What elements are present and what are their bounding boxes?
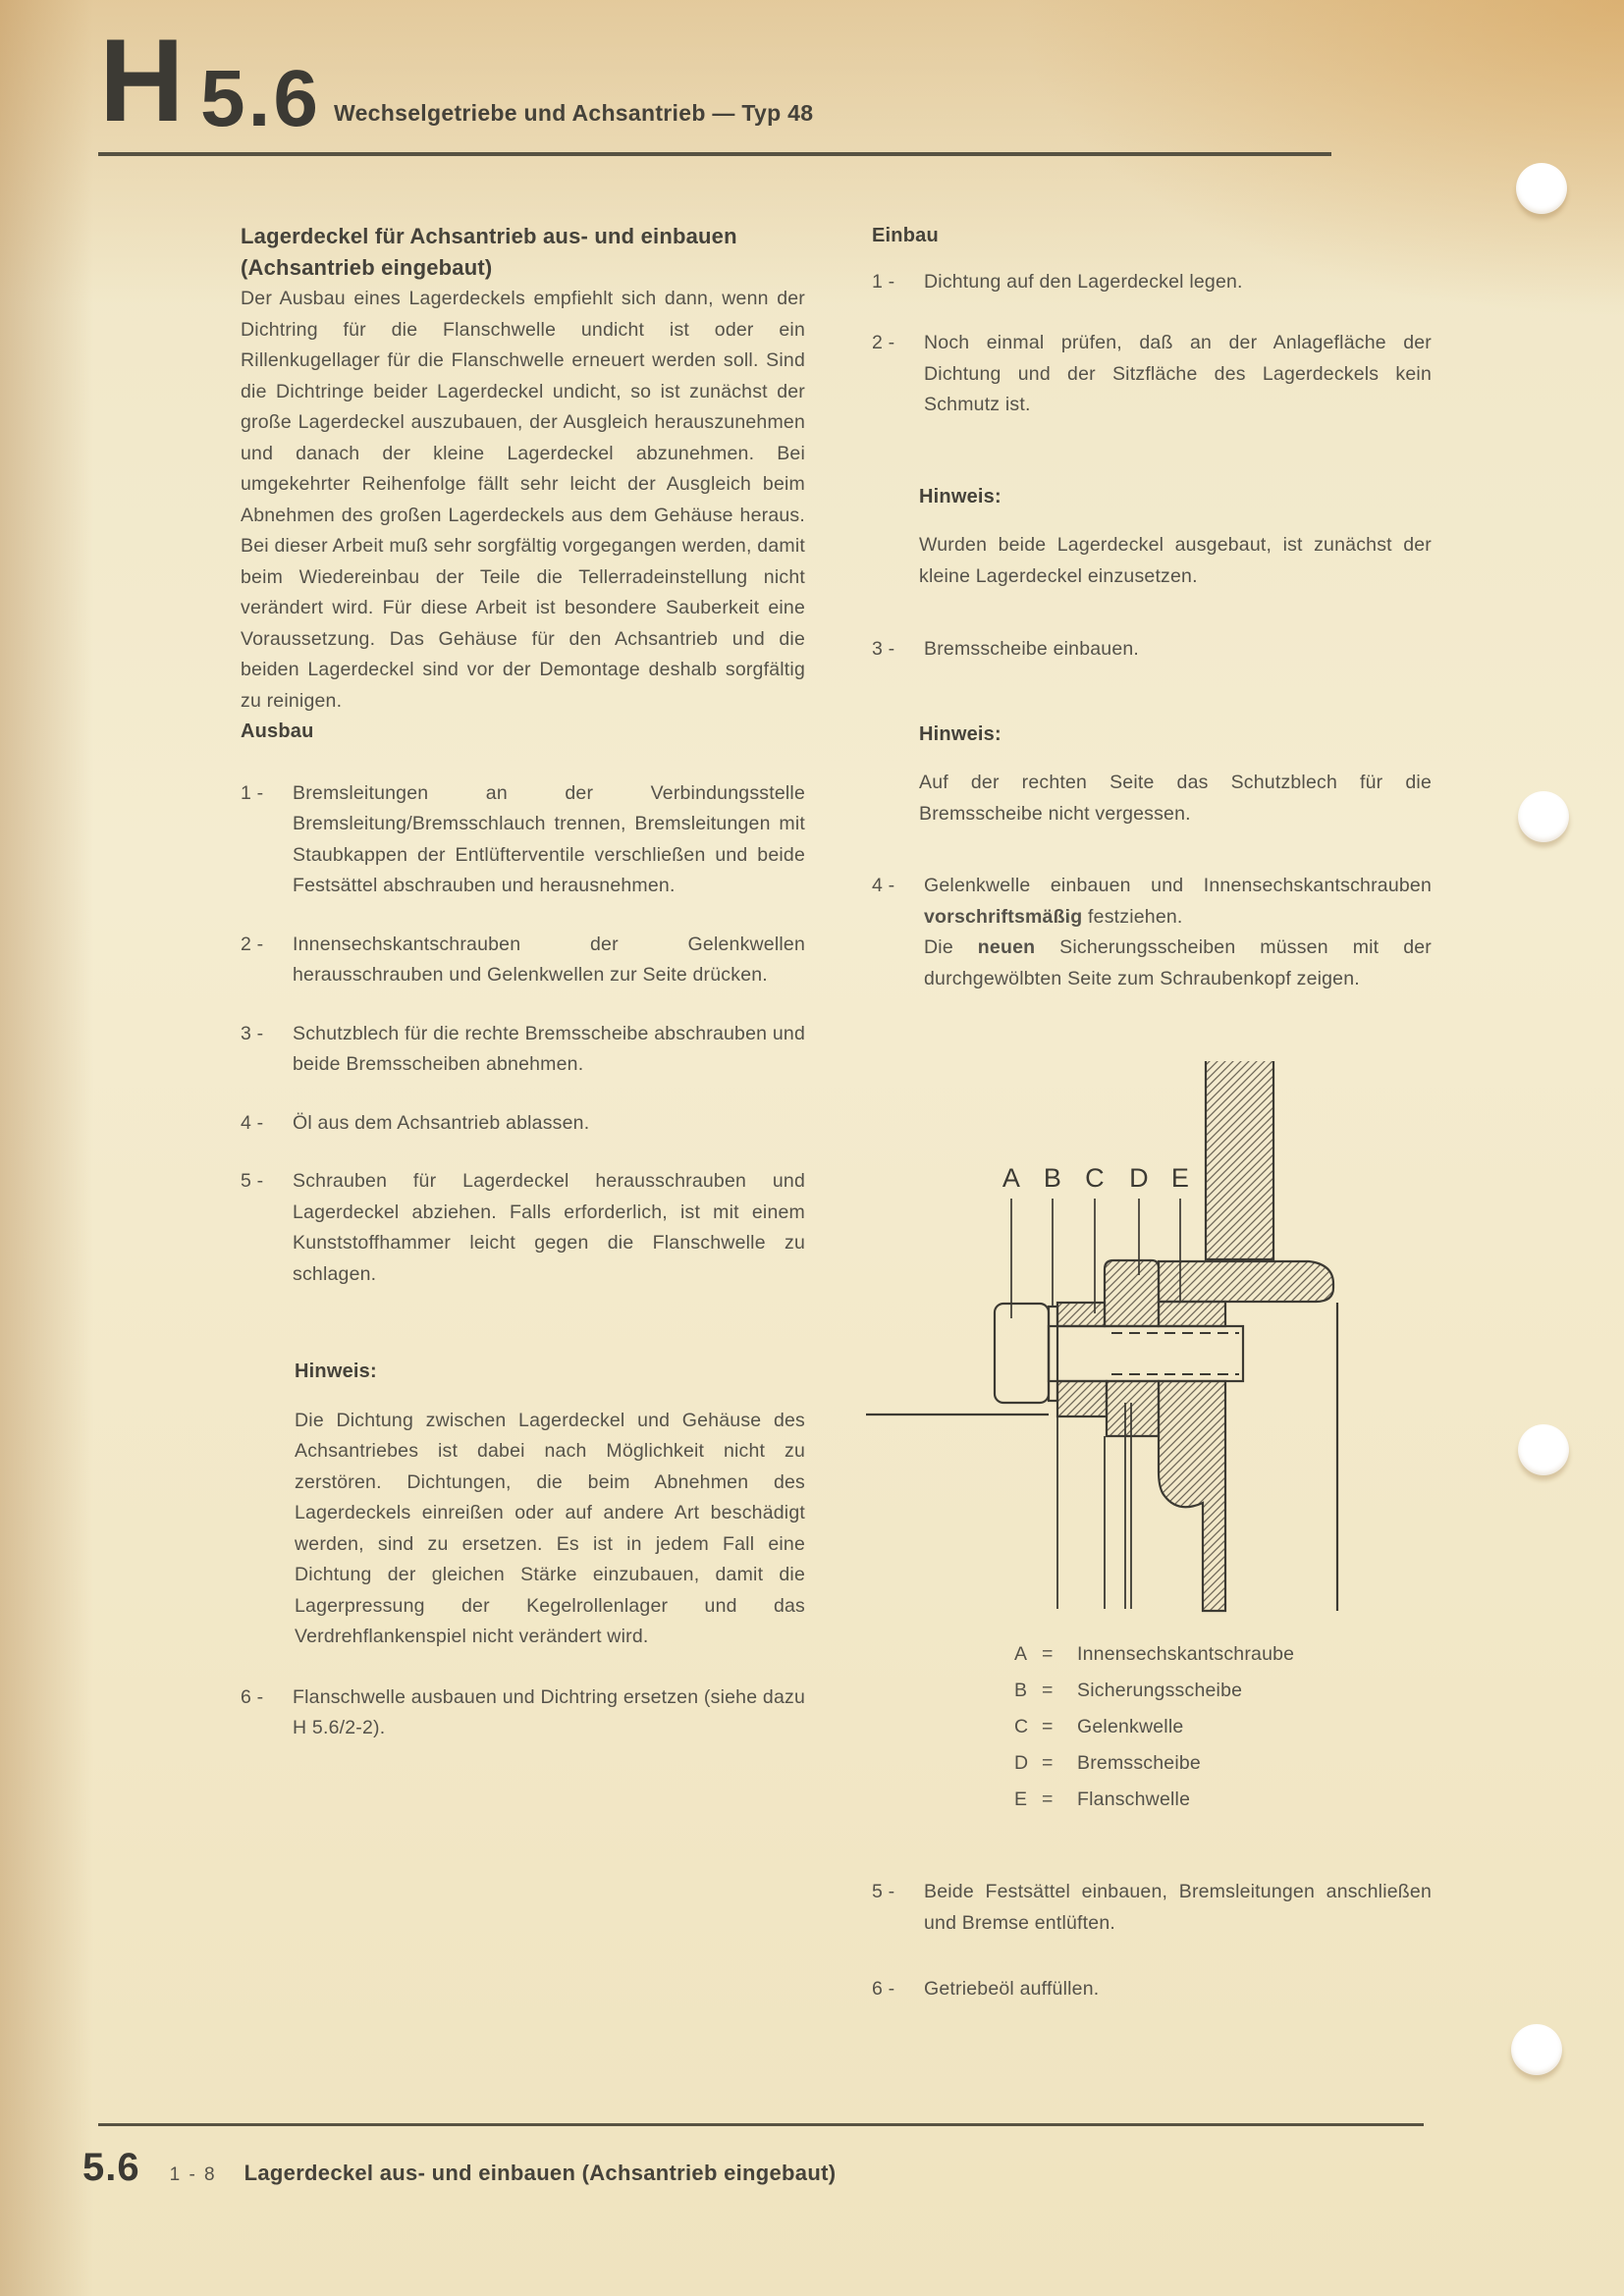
intro-paragraph: Der Ausbau eines Lagerdeckels empfiehlt sich dann, wenn der Dichtring für die Flanschwelle undicht ist oder ein Rillenkugellager für die Flanschwelle erneuert werden soll. Sind die Dichtringe beider Lagerdeckel undicht, so ist zunächst der große Lagerdeckel auszubauen, der Ausgleich herauszunehmen und danach der kleine Lagerdeckel abzunehmen. Bei umgekehrter Reihenfolge fällt sehr leicht der Ausgleich beim Abnehmen des großen Lagerdeckels aus dem Gehäuse heraus. Bei dieser Arbeit muß sehr sorgfältig vorgegangen werden, damit beim Wiedereinbau der Teile die Tellerradeinstellung nicht verändert wird. Für diese Arbeit ist besondere Sauberkeit eine Voraussetzung. Das Gehäuse für den Achsantrieb und die beiden Lagerdeckel sind vor der Demontage deshalb sorgfältig zu reinigen. xyxy=(241,288,805,712)
header-rule xyxy=(98,152,1331,156)
figure-label-d: D xyxy=(1129,1163,1149,1193)
step-item xyxy=(872,634,1432,666)
legend-key: B xyxy=(1014,1680,1028,1701)
punch-hole xyxy=(1518,791,1569,842)
hinweis-text: Auf der rechten Seite das Schutzblech für die Bremsscheibe nicht vergessen. xyxy=(919,772,1432,825)
legend-equals: = xyxy=(1042,1789,1054,1810)
footer xyxy=(82,2146,836,2190)
bolt-shaft xyxy=(1049,1326,1243,1381)
legend-row xyxy=(1014,1636,1432,1673)
flange-shaft-upper xyxy=(1159,1302,1225,1326)
figure-label-c: C xyxy=(1085,1163,1105,1193)
step-item xyxy=(872,1877,1432,1939)
legend-equals: = xyxy=(1042,1716,1054,1737)
step-text: Innensechskantschrauben der Gelenkwellen herausschrauben und Gelenkwellen zur Seite drücken. xyxy=(293,933,805,986)
legend-equals: = xyxy=(1042,1643,1054,1665)
step-item xyxy=(241,1108,805,1140)
hinweis-heading: Hinweis: xyxy=(295,1361,377,1382)
step-marker: 1 - xyxy=(241,781,264,804)
step-text: Schrauben für Lagerdeckel herausschrauben und Lagerdeckel abziehen. Falls erforderlich, ist mit einem Kunststoffhammer leicht gegen die Flanschwelle zu schlagen. xyxy=(293,1170,805,1285)
flange xyxy=(1159,1261,1333,1302)
step-item xyxy=(241,930,805,991)
legend-key: A xyxy=(1014,1643,1028,1665)
emphasis-word: vorschriftsmäßig xyxy=(924,905,1083,928)
punch-hole xyxy=(1511,2024,1562,2075)
hinweis-block xyxy=(295,1357,805,1653)
section-drawing xyxy=(864,1061,1483,1621)
hinweis-block xyxy=(919,482,1432,593)
footer-page-range: 1 - 8 xyxy=(169,2164,217,2185)
brake-disc-upper xyxy=(1105,1260,1159,1326)
ausbau-steps xyxy=(241,778,805,1291)
header-subtitle: Wechselgetriebe und Achsantrieb — Typ 48 xyxy=(334,100,814,126)
figure-legend xyxy=(1014,1636,1432,1818)
brake-disc-lower xyxy=(1107,1381,1159,1436)
joint-shaft-lower xyxy=(1057,1381,1107,1416)
step-item xyxy=(241,1019,805,1081)
legend-row xyxy=(1014,1782,1432,1818)
legend-label: Bremsscheibe xyxy=(1077,1752,1201,1774)
step-marker: 3 - xyxy=(872,638,895,660)
page-title: Lagerdeckel für Achsantrieb aus- und einbauen (Achsantrieb eingebaut) xyxy=(241,224,737,280)
emphasis-word: neuen xyxy=(977,936,1036,958)
step-marker: 3 - xyxy=(241,1022,264,1044)
section-letter: H xyxy=(99,15,187,146)
legend-label: Sicherungsscheibe xyxy=(1077,1680,1243,1701)
step-item xyxy=(241,1166,805,1290)
legend-key: E xyxy=(1014,1789,1028,1810)
legend-equals: = xyxy=(1042,1752,1054,1774)
hinweis-text: Die Dichtung zwischen Lagerdeckel und Gehäuse des Achsantriebes ist dabei nach Möglichkeit nicht zu zerstören. Dichtungen, die beim Abnehmen des Lagerdeckels einreißen oder auf andere Art beschädigt werden, sind zu ersetzen. Es ist in jedem Fall eine Dichtung der gleichen Stärke einzubauen, damit die Lagerpressung der Kegelrollenlager und das Verdrehflankenspiel nicht verändert wird. xyxy=(295,1409,805,1647)
step-item xyxy=(872,267,1432,298)
hinweis-text: Wurden beide Lagerdeckel ausgebaut, ist zunächst der kleine Lagerdeckel einzusetzen. xyxy=(919,534,1432,587)
figure-label-b: B xyxy=(1043,1163,1062,1193)
joint-shaft-upper xyxy=(1057,1303,1105,1326)
hinweis-block xyxy=(919,720,1432,830)
step-marker: 2 - xyxy=(241,933,264,955)
step-marker: 5 - xyxy=(241,1170,264,1192)
footer-section-code: 5.6 xyxy=(82,2146,140,2189)
legend-label: Flanschwelle xyxy=(1077,1789,1191,1810)
bolt-head xyxy=(995,1304,1049,1403)
legend-label: Innensechskantschraube xyxy=(1077,1643,1295,1665)
step-marker: 6 - xyxy=(872,1978,895,2000)
hinweis-heading: Hinweis: xyxy=(919,722,1001,745)
footer-title: Lagerdeckel aus- und einbauen (Achsantrieb eingebaut) xyxy=(244,2161,837,2185)
lock-washer xyxy=(1049,1307,1057,1401)
punch-hole xyxy=(1518,1424,1569,1475)
step-marker: 5 - xyxy=(872,1881,895,1902)
step-item xyxy=(241,1682,805,1744)
step-text: Bremsscheibe einbauen. xyxy=(924,638,1140,660)
step-item xyxy=(872,871,1432,994)
hinweis-heading: Hinweis: xyxy=(919,485,1001,507)
right-column xyxy=(872,221,1432,2005)
legend-row xyxy=(1014,1673,1432,1709)
einbau-heading: Einbau xyxy=(872,225,939,246)
step-text: Beide Festsättel einbauen, Bremsleitungen anschließen und Bremse entlüften. xyxy=(924,1881,1432,1934)
punch-hole xyxy=(1516,163,1567,214)
step-text: Flanschwelle ausbauen und Dichtring ersetzen (siehe dazu H 5.6/2-2). xyxy=(293,1685,805,1738)
step-text xyxy=(924,871,1432,994)
step-text: Schutzblech für die rechte Bremsscheibe abschrauben und beide Bremsscheiben abnehmen. xyxy=(293,1022,805,1075)
legend-equals: = xyxy=(1042,1680,1054,1701)
step-marker: 4 - xyxy=(241,1111,264,1134)
step-text: Dichtung auf den Lagerdeckel legen. xyxy=(924,270,1243,293)
hub-column xyxy=(1206,1061,1273,1259)
legend-key: C xyxy=(1014,1716,1029,1737)
figure-label-e: E xyxy=(1170,1163,1190,1193)
step-marker: 1 - xyxy=(872,270,895,293)
step-text: Getriebeöl auffüllen. xyxy=(924,1978,1100,2000)
step-item xyxy=(872,328,1432,421)
step-text-line: Die neuen Sicherungsscheiben müssen mit der durchgewölbten Seite zum Schraubenkopf zeigen. xyxy=(924,936,1433,989)
legend-row xyxy=(1014,1709,1432,1745)
step-text: Bremsleitungen an der Verbindungsstelle Bremsleitung/Bremsschlauch trennen, Bremsleitungen mit Staubkappen der Entlüfterventile verschließen und beide Festsättel abschrauben und herausnehmen. xyxy=(293,781,805,896)
legend-key: D xyxy=(1014,1752,1029,1774)
ausbau-heading: Ausbau xyxy=(241,721,314,742)
step-text: Noch einmal prüfen, daß an der Anlagefläche der Dichtung und der Sitzfläche des Lagerdeckels kein Schmutz ist. xyxy=(924,332,1432,415)
legend-row xyxy=(1014,1745,1432,1782)
step-item xyxy=(872,1974,1432,2005)
flange-shaft-lower xyxy=(1159,1381,1225,1611)
step-marker: 6 - xyxy=(241,1685,264,1708)
step-text-line: Gelenkwelle einbauen und Innensechskantschrauben vorschriftsmäßig festziehen. xyxy=(924,875,1432,928)
step-marker: 4 - xyxy=(872,875,895,896)
left-column xyxy=(241,221,805,1744)
section-code: 5.6 xyxy=(200,54,321,143)
figure-label-a: A xyxy=(1001,1163,1021,1193)
legend-label: Gelenkwelle xyxy=(1077,1716,1184,1737)
step-marker: 2 - xyxy=(872,332,895,353)
step-item xyxy=(241,778,805,902)
step-text: Öl aus dem Achsantrieb ablassen. xyxy=(293,1111,590,1134)
footer-rule xyxy=(98,2123,1424,2126)
